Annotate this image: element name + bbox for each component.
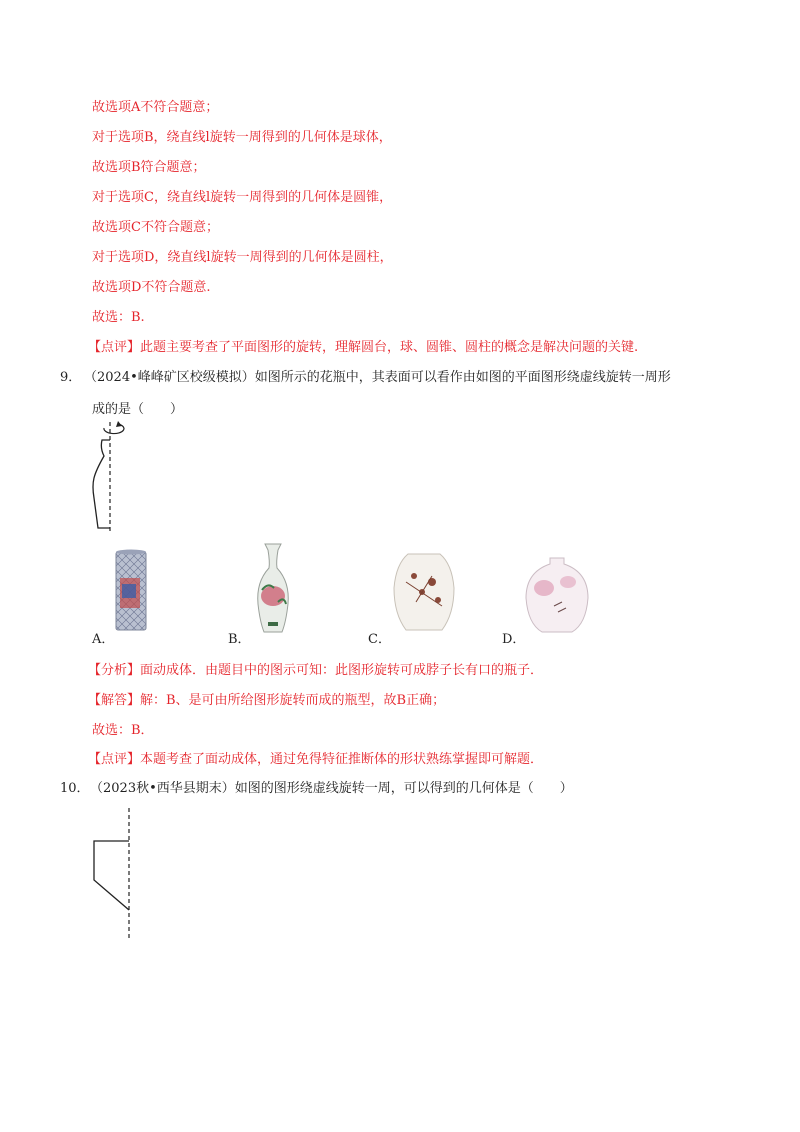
vase-b-long-neck-image [250, 542, 296, 634]
q9-number: 9． [60, 370, 82, 385]
option-a-label: A． [92, 632, 115, 647]
q10-text: （2023秋•西华县期末）如图的图形绕虚线旋转一周，可以得到的几何体是（ ） [90, 781, 573, 796]
vase-d-round-image [524, 556, 590, 634]
solution-line-5: 故选项C不符合题意； [92, 220, 219, 235]
solution-choice: 故选：B. [92, 310, 145, 325]
q9-answer: 【解答】解：B、是可由所给图形旋转而成的瓶型，故B正确； [88, 693, 446, 708]
q9-analysis: 【分析】面动成体．由题目中的图示可知：此图形旋转可成脖子长有口的瓶子． [88, 663, 544, 678]
q10-profile-figure [86, 806, 146, 942]
q10-number: 10． [60, 781, 90, 796]
solution-line-1: 故选项A不符合题意； [92, 100, 219, 115]
solution-line-3: 故选项B符合题意； [92, 160, 206, 175]
q9-comment: 【点评】本题考查了面动成体，通过免得特征推断体的形状熟练掌握即可解题． [88, 752, 544, 767]
q9-text-line1: （2024•峰峰矿区校级模拟）如图所示的花瓶中，其表面可以看作由如图的平面图形绕虚线旋转一周形 [84, 370, 671, 385]
option-c-label: C． [368, 632, 391, 647]
solution-line-4: 对于选项C，绕直线l旋转一周得到的几何体是圆锥， [92, 190, 393, 205]
q9-text-line2: 成的是（ ） [92, 402, 184, 417]
option-b-label: B． [228, 632, 251, 647]
q9-profile-figure [80, 418, 140, 536]
option-d-label: D． [502, 632, 526, 647]
solution-line-7: 故选项D不符合题意. [92, 280, 211, 295]
solution-comment: 【点评】此题主要考查了平面图形的旋转，理解圆台，球、圆锥、圆柱的概念是解决问题的关键. [88, 340, 639, 355]
solution-line-6: 对于选项D，绕直线l旋转一周得到的几何体是圆柱， [92, 250, 393, 265]
q9-choice: 故选：B． [92, 723, 154, 738]
solution-line-2: 对于选项B，绕直线l旋转一周得到的几何体是球体， [92, 130, 392, 145]
vase-c-wide-image [392, 552, 456, 632]
vase-a-cylinder-image [110, 548, 152, 632]
